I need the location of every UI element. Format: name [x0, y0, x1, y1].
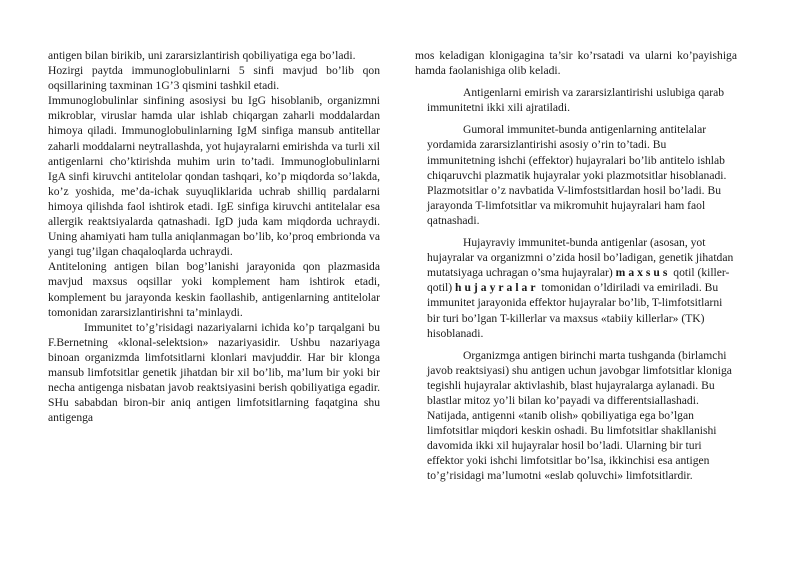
paragraph: Antigenlarni emirish va zararsizlantirishi uslubiga qarab immunitetni ikki xili ajratiladi.	[427, 86, 725, 115]
paragraph-text: qotil (killer- qotil)	[427, 266, 730, 295]
paragraph: Immunoglobulinlar sinfining asosiysi bu IgG hisoblanib, organizmni mikroblar, viruslar hamda ular ishlab chiqargan zaharli moddalardan himoya qiladi. Immunoglobulinlarning IgM sinfiga mansub antitellar zaharli moddalarni neytrallashda, yot hujayralarni emirishda va turli xil antigenlarni cho’ktirishda muhim urin to’tadi. Immunoglobulinlarni IgA sinfi kiruvchi antitelolar qondan tashqari, ko’p miqdorda so’lakda, ko’z yoshida, me’da-ichak suyuqliklarida uchrab shilliq pardalarni himoya qilishda faol ishtirok etadi. IgE sinfiga kiruvchi antitelalar esa allergik reaktsiyalarda qatnashadi. IgD juda kam miqdorda uchraydi. Uning ahamiyati ham tulla aniqlanmagan bo’lib, ko’proq embrionda va yangi tug’ilgan chaqaloqlarda uchraydi.	[48, 94, 380, 259]
paragraph-text: Hujayraviy immunitet-bunda antigenlar (asosan, yot hujayralar va organizmni o’zida hosil bo’ladigan, genetik jihatdan mutatsiyaga uchragan o’sma hujayralar)	[427, 236, 734, 280]
paragraph-text: tomonidan o’ldiriladi va emiriladi. Bu immunitet jarayonida effektor hujayralar bo’lib, T-limfotsitlarni bir turi bo’lgan T-killerlar va maxsus «tabiiy killerlar» (TK) hisoblanadi.	[427, 281, 723, 340]
paragraph: mos keladigan klonigagina ta’sir ko’rsatadi va ularni ko’payishiga hamda faolanishiga olib keladi.	[415, 49, 737, 78]
paragraph: antigen bilan birikib, uni zararsizlantirish qobiliyatiga ega bo’ladi.	[48, 49, 356, 62]
left-text-column	[48, 48, 380, 425]
paragraph: Organizmga antigen birinchi marta tushganda (birlamchi javob reaktsiyasi) shu antigen uchun javobgar limfotsitlar kloniga tegishli hujayralar aktivlashib, blast hujayralarga aylanadi. Bu blastlar mitoz yo’li bilan ko’payadi va differentsiallashadi. Natijada, antigenni «tanib olish» qobiliyatiga ega bo’lgan limfotsitlar miqdori keskin oshadi. Bu limfotsitlar shakllanishi davomida ikki xil hujayralar hosil bo’ladi. Ularning bir turi effektor yoki ishchi limfotsitlar bo’lsa, ikkinchisi esa antigen to’g’risidagi ma’lumotni «eslab qoluvchi» limfotsitlardir.	[427, 348, 732, 483]
paragraph: Hozirgi paytda immunoglobulinlarni 5 sinfi mavjud bo’lib qon oqsillarining taxminan 1G’3 qismini tashkil etadi.	[48, 64, 380, 93]
paragraph: Immunitet to’g’risidagi nazariyalarni ichida ko’p tarqalgani bu F.Bernetning «klonal-selektsion» nazariyasidir. Ushbu nazariyaga binoan organizmda limfotsitlarni klonlari mavjuddir. Har bir klonga mansub limfotsitlar genetik jihatdan bir xil bo’lib, ma’lum bir yoki bir necha antigenga nisbatan javob reaktsiyasini berish qobiliyatiga egadir. SHu sababdan biron-bir aniq antigen limfotsitlarning faqatgina shu antigenga	[48, 320, 380, 425]
bold-term: hujayralar	[455, 281, 539, 295]
bold-term: maxsus	[615, 266, 671, 280]
paragraph: Antiteloning antigen bilan bog’lanishi jarayonida qon plazmasida mavjud maxsus oqsillar yoki komplement ham ishtirok etadi, komplement bu jarayonda keskin faollashib, antigenlarning antitelolar tomonidan zararsizlantirishni ta’minlaydi.	[48, 260, 380, 319]
right-text-column	[415, 48, 737, 484]
paragraph: Gumoral immunitet-bunda antigenlarning antitelalar yordamida zararsizlantirishi asosiy o’rin to’tadi. Bu immunitetning ishchi (effektor) hujayralari bo’lib antitelo ishlab chiqaruvchi plazmatik hujayralar yoki plazmotsitlar hisoblanadi. Plazmotsitlar o’z navbatida V-limfostsitlardan hosil bo’ladi. Bu jarayonda T-limfotsitlar va mikromuhit hujayralari ham faol qatnashadi.	[427, 123, 727, 227]
paragraph	[415, 235, 737, 341]
